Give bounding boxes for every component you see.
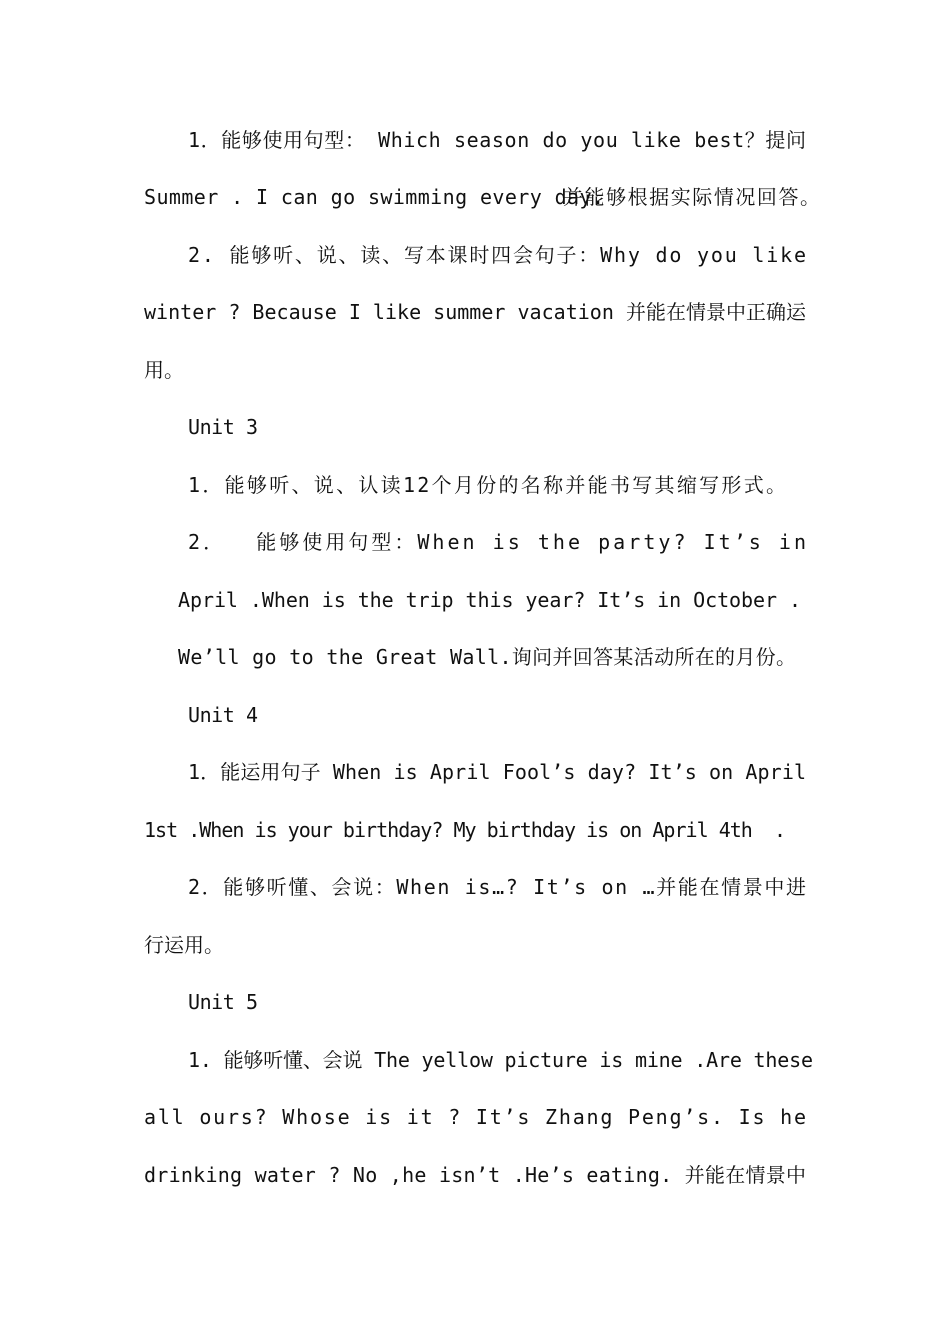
- text-line: April .When is the trip this year? It’s in October .: [178, 588, 801, 612]
- text-line: 2. 能够听、说、读、写本课时四会句子：Why do you like: [188, 243, 808, 267]
- text-line: 1．能够听、说、认读12个月份的名称并能书写其缩写形式。: [188, 473, 789, 497]
- text-line: We’ll go to the Great Wall.询问并回答某活动所在的月份。: [178, 645, 797, 669]
- text-line: 1．能运用句子 When is April Fool’s day? It’s on April: [188, 760, 807, 784]
- text-line: all ours? Whose is it ? It’s Zhang Peng’s. Is he: [144, 1105, 808, 1129]
- text-line: 1．能够使用句型： Which season do you like best？提问: [188, 128, 807, 152]
- text-line: 1. 能够听懂、会说 The yellow picture is mine .Are these: [188, 1048, 813, 1072]
- text-line: drinking water ? No ,he isn’t .He’s eating. 并能在情景中: [144, 1163, 807, 1187]
- text-line: Summer . I can go swimming every day.: [144, 185, 605, 209]
- overlapping-text: 并能够根据实际情况回答。: [563, 185, 822, 209]
- text-line: winter ? Because I like summer vacation 并能在情景中正确运: [144, 300, 807, 324]
- unit-heading: Unit 5: [188, 990, 258, 1014]
- unit-heading: Unit 3: [188, 415, 258, 439]
- unit-heading: Unit 4: [188, 703, 258, 727]
- text-line: 2．能够听懂、会说：When is…? It’s on …并能在情景中进: [188, 875, 808, 899]
- text-line: 2． 能够使用句型：When is the party? It’s in: [188, 530, 810, 554]
- text-line: 1st .When is your birthday? My birthday is on April 4th .: [144, 818, 785, 842]
- text-line: 行运用。: [144, 933, 224, 957]
- text-line: 用。: [144, 358, 184, 382]
